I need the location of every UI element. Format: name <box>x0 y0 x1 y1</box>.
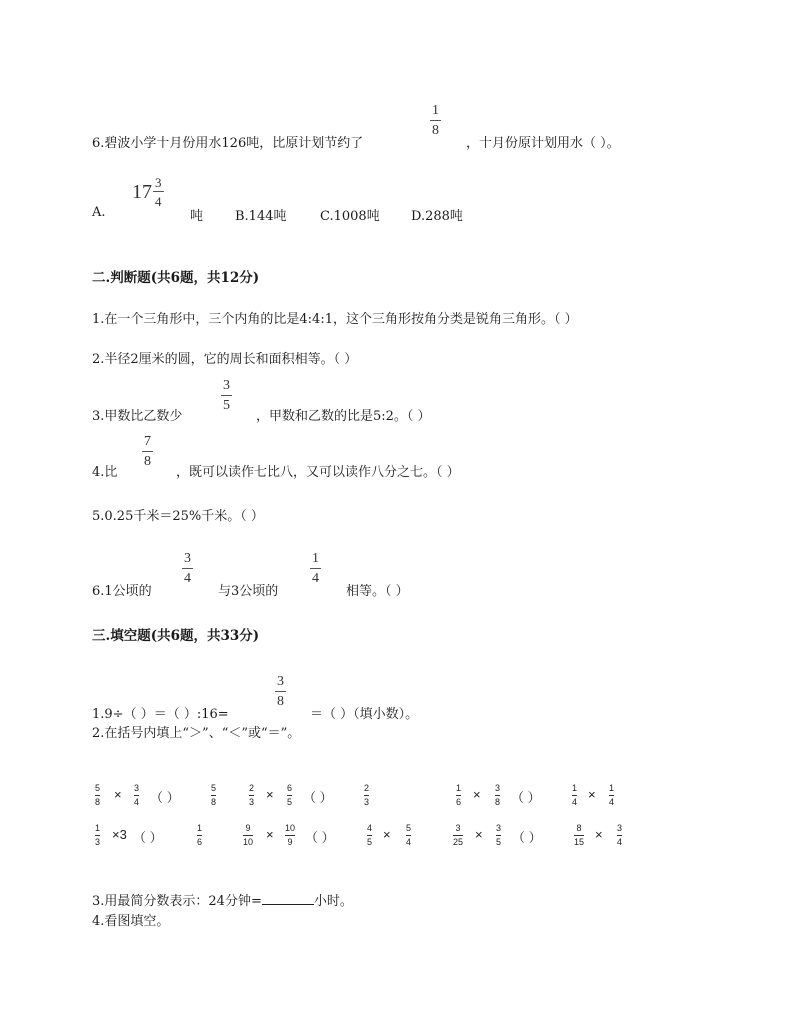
times-sign: × <box>475 827 483 842</box>
fraction-denominator: 4 <box>184 571 191 586</box>
fill-question-2: 2.在括号内填上“＞”、“＜”或“＝”。 <box>92 726 301 741</box>
denominator: 5 <box>367 837 373 847</box>
fraction-numerator: 3 <box>277 674 284 689</box>
fraction-bar <box>211 795 216 796</box>
mc-question-6: 6.碧波小学十月份用水126吨，比原计划节约了 <box>92 136 364 151</box>
denominator: 5 <box>287 797 293 807</box>
small-fraction <box>249 784 254 807</box>
times-sign: × <box>588 787 596 802</box>
small-fraction <box>574 824 584 847</box>
fraction-numerator: 1 <box>432 103 439 118</box>
judge-question-2: 2.半径2厘米的圆，它的周长和面积相等。（ ） <box>92 352 358 367</box>
denominator: 3 <box>249 797 255 807</box>
option-a-unit: 吨 <box>190 209 204 224</box>
option-c: C.1008吨 <box>320 209 380 224</box>
mixed-fraction <box>153 176 164 208</box>
fraction-bar <box>453 835 463 836</box>
times-three: ×3 <box>112 827 127 842</box>
fraction-one-quarter <box>310 552 321 586</box>
numerator: 1 <box>456 783 462 793</box>
fill-question-3-text: 3.用最简分数表示：24分钟= <box>92 894 262 909</box>
times-sign: × <box>473 787 481 802</box>
numerator: 1 <box>197 823 203 833</box>
small-fraction <box>406 824 411 847</box>
small-fraction <box>495 784 500 807</box>
denominator: 5 <box>496 837 502 847</box>
numerator: 6 <box>287 783 293 793</box>
small-fraction <box>134 784 139 807</box>
fraction-denominator: 4 <box>155 194 162 209</box>
numerator: 5 <box>95 783 101 793</box>
judge-question-3: 3.甲数比乙数少 <box>92 409 183 424</box>
fill-question-1: 1.9÷（ ）＝（ ）:16= <box>92 707 229 722</box>
judge-question-6-mid: 与3公顷的 <box>218 584 279 599</box>
numerator: 9 <box>245 823 251 833</box>
mixed-whole: 17 <box>132 180 152 203</box>
small-fraction <box>95 784 100 807</box>
judge-question-6: 6.1公顷的 <box>92 584 152 599</box>
numerator: 3 <box>455 823 461 833</box>
numerator: 2 <box>364 783 370 793</box>
fraction-bar <box>249 795 254 796</box>
fraction-numerator: 1 <box>312 551 319 566</box>
numerator: 1 <box>572 783 578 793</box>
answer-blank-line[interactable] <box>262 892 314 905</box>
judge-question-1: 1.在一个三角形中，三个内角的比是4:4:1，这个三角形按角分类是锐角三角形。（ ） <box>92 312 578 327</box>
numerator: 5 <box>406 823 412 833</box>
fraction-bar <box>406 835 411 836</box>
denominator: 4 <box>406 837 412 847</box>
small-fraction <box>287 784 292 807</box>
fraction-bar <box>367 835 372 836</box>
fraction-bar <box>95 795 100 796</box>
option-d: D.288吨 <box>411 209 463 224</box>
small-fraction <box>364 784 369 807</box>
fraction-numerator: 7 <box>144 434 151 449</box>
fraction-three-eighths <box>275 675 286 709</box>
judge-question-6-tail: 相等。（ ） <box>346 584 409 599</box>
numerator: 4 <box>367 823 373 833</box>
denominator: 4 <box>609 797 615 807</box>
fraction-bar <box>95 835 100 836</box>
answer-blank[interactable]: （ ） <box>133 830 163 845</box>
fraction-bar <box>609 795 614 796</box>
numerator: 2 <box>249 783 255 793</box>
numerator: 3 <box>495 783 501 793</box>
answer-blank[interactable]: （ ） <box>303 790 333 805</box>
fill-question-1-tail: ＝（ ）（填小数）。 <box>310 707 419 722</box>
fill-question-3-tail: 小时。 <box>313 894 353 909</box>
numerator: 8 <box>576 823 582 833</box>
answer-blank[interactable]: （ ） <box>511 790 541 805</box>
numerator: 1 <box>95 823 101 833</box>
fraction-denominator: 5 <box>223 398 230 413</box>
denominator: 8 <box>95 797 101 807</box>
fraction-bar <box>285 835 295 836</box>
times-sign: × <box>383 827 391 842</box>
fraction-bar <box>572 795 577 796</box>
small-fraction <box>609 784 614 807</box>
small-fraction <box>572 784 577 807</box>
fraction-bar <box>456 795 461 796</box>
denominator: 6 <box>456 797 462 807</box>
numerator: 1 <box>609 783 615 793</box>
fraction-bar <box>243 835 253 836</box>
denominator: 8 <box>495 797 501 807</box>
small-fraction <box>243 824 253 847</box>
fraction-numerator: 3 <box>184 551 191 566</box>
small-fraction <box>285 824 295 847</box>
fraction-denominator: 8 <box>144 454 151 469</box>
answer-blank[interactable]: （ ） <box>150 790 180 805</box>
denominator: 10 <box>243 837 254 847</box>
fill-question-4: 4.看图填空。 <box>92 914 170 929</box>
times-sign: × <box>114 787 122 802</box>
small-fraction <box>496 824 501 847</box>
fraction-bar <box>574 835 584 836</box>
denominator: 6 <box>197 837 203 847</box>
fraction-bar <box>364 795 369 796</box>
judge-question-3-tail: ，甲数和乙数的比是5:2。（ ） <box>256 409 431 424</box>
small-fraction <box>367 824 372 847</box>
small-fraction <box>617 824 622 847</box>
denominator: 9 <box>287 837 293 847</box>
fraction-three-quarters <box>182 552 193 586</box>
judge-question-5: 5.0.25千米＝25%千米。（ ） <box>92 509 264 524</box>
numerator: 10 <box>285 823 296 833</box>
fraction-bar <box>287 795 292 796</box>
small-fraction <box>211 784 216 807</box>
fraction-denominator: 4 <box>312 571 319 586</box>
mc-question-6-tail: ，十月份原计划用水（ ）。 <box>466 136 620 151</box>
fraction-bar <box>495 795 500 796</box>
fraction-denominator: 8 <box>277 694 284 709</box>
section-title-judgement: 二.判断题(共6题，共12分) <box>92 270 260 286</box>
denominator: 3 <box>95 837 101 847</box>
small-fraction <box>95 824 100 847</box>
fraction-bar <box>134 795 139 796</box>
denominator: 4 <box>572 797 578 807</box>
denominator: 15 <box>574 837 585 847</box>
answer-blank[interactable]: （ ） <box>512 830 542 845</box>
small-fraction <box>453 824 463 847</box>
small-fraction <box>197 824 202 847</box>
answer-blank[interactable]: （ ） <box>305 830 335 845</box>
option-b: B.144吨 <box>235 209 287 224</box>
times-sign: × <box>266 787 274 802</box>
times-sign: × <box>266 827 274 842</box>
fraction-three-fifths <box>221 379 232 413</box>
numerator: 3 <box>496 823 502 833</box>
denominator: 8 <box>211 797 217 807</box>
fraction-one-eighth <box>430 104 441 138</box>
option-a-label: A. <box>92 205 106 220</box>
judge-question-4: 4.比 <box>92 465 118 480</box>
fraction-seven-eighths <box>142 435 153 469</box>
denominator: 25 <box>453 837 464 847</box>
denominator: 4 <box>134 797 140 807</box>
denominator: 4 <box>617 837 623 847</box>
times-sign: × <box>595 827 603 842</box>
fraction-bar <box>617 835 622 836</box>
fraction-denominator: 8 <box>432 123 439 138</box>
fill-question-3 <box>92 890 353 909</box>
numerator: 3 <box>617 823 623 833</box>
numerator: 5 <box>211 783 217 793</box>
small-fraction <box>456 784 461 807</box>
fraction-numerator: 3 <box>223 378 230 393</box>
section-title-fill-blank: 三.填空题(共6题，共33分) <box>92 628 260 644</box>
fraction-numerator: 3 <box>155 175 162 190</box>
judge-question-4-tail: ，既可以读作七比八，又可以读作八分之七。（ ） <box>176 465 460 480</box>
denominator: 3 <box>364 797 370 807</box>
fraction-bar <box>496 835 501 836</box>
fraction-bar <box>197 835 202 836</box>
option-a-mixed-number <box>132 176 164 208</box>
numerator: 3 <box>134 783 140 793</box>
